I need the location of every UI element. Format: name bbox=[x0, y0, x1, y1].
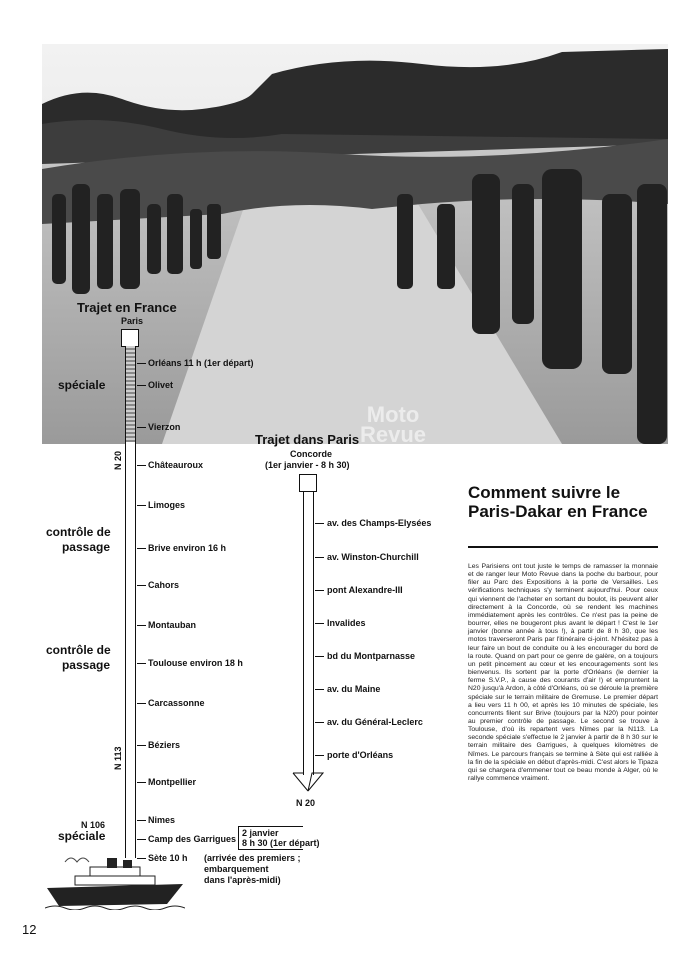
france-route-title: Trajet en France bbox=[77, 300, 177, 315]
stop-tick bbox=[137, 385, 146, 386]
watermark: Moto Revue HD bbox=[360, 402, 427, 467]
arrow-down-icon bbox=[292, 772, 324, 792]
stop-label: Invalides bbox=[327, 618, 366, 628]
stop-label: Montauban bbox=[148, 620, 196, 630]
stop-tick bbox=[137, 745, 146, 746]
stop-tick bbox=[315, 656, 324, 657]
paris-route-end: N 20 bbox=[296, 798, 316, 808]
page-number: 12 bbox=[22, 922, 37, 937]
speciale-label: spéciale bbox=[58, 378, 106, 392]
paris-route-title: Trajet dans Paris bbox=[255, 432, 360, 447]
stop-label: Camp des Garrigues bbox=[148, 834, 237, 844]
stop-tick bbox=[137, 820, 146, 821]
road-n113: N 113 bbox=[113, 746, 123, 770]
stop-tick bbox=[315, 623, 324, 624]
stop-label: Vierzon bbox=[148, 422, 181, 432]
special-stage-segment bbox=[126, 346, 135, 442]
stop-tick bbox=[137, 839, 146, 840]
controle-label: contrôle de passage bbox=[46, 525, 111, 554]
stop-tick bbox=[315, 689, 324, 690]
stop-tick bbox=[137, 585, 146, 586]
stop-label: pont Alexandre-III bbox=[327, 585, 403, 595]
stop-tick bbox=[137, 427, 146, 428]
stop-label: Sète 10 h bbox=[148, 853, 188, 863]
divider bbox=[468, 546, 658, 548]
stop-label: av. des Champs-Elysées bbox=[327, 518, 432, 528]
start-marker bbox=[299, 474, 317, 492]
stop-tick bbox=[137, 465, 146, 466]
paris-route-start-note: (1er janvier - 8 h 30) bbox=[265, 460, 350, 470]
controle-label: contrôle de passage bbox=[46, 643, 111, 672]
stop-label: Olivet bbox=[148, 380, 174, 390]
stop-label: Nimes bbox=[148, 815, 176, 825]
stop-tick bbox=[137, 625, 146, 626]
sete-note: (arrivée des premiers ; embarquement dans l'après-midi) bbox=[204, 853, 301, 885]
stop-tick bbox=[315, 590, 324, 591]
stop-label: Orléans 11 h (1er départ) bbox=[148, 358, 254, 368]
stop-label: bd du Montparnasse bbox=[327, 651, 416, 661]
stop-tick bbox=[137, 703, 146, 704]
garrigues-note-box: 2 janvier 8 h 30 (1er départ) bbox=[238, 826, 303, 850]
road-n106: N 106 bbox=[81, 820, 106, 830]
stop-label: Carcassonne bbox=[148, 698, 205, 708]
stop-label: av. Winston-Churchill bbox=[327, 552, 419, 562]
stop-label: Montpellier bbox=[148, 777, 197, 787]
article-body: Les Parisiens ont tout juste le temps de ramasser la monnaie et de ranger leur Moto Revue dans la poche du barbour, pour filer au Parc des Expositions à la porte de Versailles. Les vérifications techniques s'y terminent aujourd'hui. Pour ceux qui viennent de l'acheter en sortant du boulot, ils peuvent aller directement à la Concorde, où se rendent les machines immédiatement après les contrôles. Ce n'est pas la peine de bourrer, elles ne bougeront plus avant le départ ! C'est le 1er janvier (bonne année à tous !), à partir de 8 h 30, que les motos traverseront Paris par l'itinéraire ci-joint. N'hésitez pas à leur faire un bout de conduite ou à les encourager du bord de la route. Quand on part pour ce genre de galère, on a toujours un petit pincement au cœur et les encouragements sont les bienvenus. Ils sortent par la porte d'Orléans (le dernier la ferme S.V.P., à cause des courants d'air !) et empruntent la N20 jusqu'à Ardon, à côté d'Orléans, où se déroule la première spéciale sur le terrain militaire de Gremuse. Le premier départ a lieu vers 11 h 00, et après les 10 minutes de spéciale, les concurrents filent sur Brive (toujours par la N20) pour pointer au premier contrôle de passage. Le second se trouve à Toulouse, d'où ils repartent vers Nîmes par la N113. La seconde spéciale s'effectue le 2 janvier à partir de 8 h 30 sur le terrain militaire des Garrigues, à quelques kilomètres de Nîmes. Le parcours français se termine à Sète qui est ralliée à la fin de la spéciale en début d'après-midi. C'est alors le Tipaza qui se chargera d'emmener tout ce beau monde à Alger, où le rallye commence vraiment. bbox=[468, 563, 658, 783]
stop-label: Toulouse environ 18 h bbox=[148, 658, 243, 668]
stop-label: Brive environ 16 h bbox=[148, 543, 227, 553]
ferry-boat-icon bbox=[45, 848, 185, 910]
stop-label: Limoges bbox=[148, 500, 186, 510]
stop-tick bbox=[137, 505, 146, 506]
stop-label: porte d'Orléans bbox=[327, 750, 394, 760]
stop-label: Cahors bbox=[148, 580, 180, 590]
stop-label: Béziers bbox=[148, 740, 181, 750]
stop-label: av. du Maine bbox=[327, 684, 381, 694]
stop-tick bbox=[137, 663, 146, 664]
stop-label: av. du Général-Leclerc bbox=[327, 717, 423, 727]
route-line-paris bbox=[303, 491, 314, 775]
stop-tick bbox=[315, 722, 324, 723]
road-n20: N 20 bbox=[113, 450, 123, 470]
france-route-start: Paris bbox=[121, 316, 144, 326]
article-heading: Comment suivre le Paris-Dakar en France bbox=[468, 483, 648, 521]
stop-tick bbox=[315, 523, 324, 524]
stop-tick bbox=[137, 363, 146, 364]
stop-tick bbox=[137, 782, 146, 783]
stop-label: Châteauroux bbox=[148, 460, 204, 470]
paris-route-start: Concorde bbox=[290, 449, 333, 459]
stop-tick bbox=[315, 557, 324, 558]
speciale-label: spéciale bbox=[58, 829, 106, 843]
start-marker bbox=[121, 329, 139, 347]
stop-tick bbox=[137, 548, 146, 549]
stop-tick bbox=[315, 755, 324, 756]
